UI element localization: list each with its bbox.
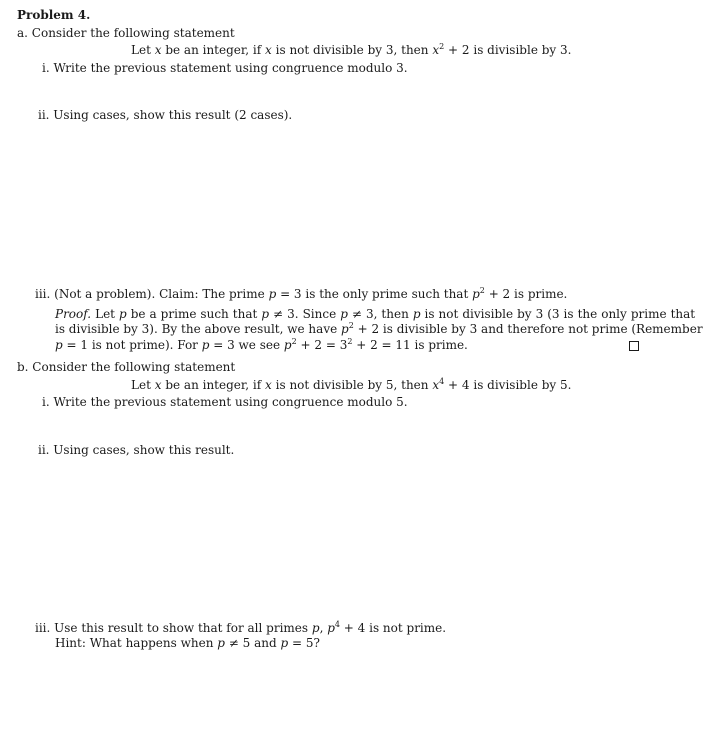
part-a-item-iii: iii. (Not a problem). Claim: The prime p = 3 is the only prime such that $p^2 + 2$ is prime.	[35, 286, 568, 301]
proof-line-2: is divisible by 3). By the above result, we have $p^2 + 2$ is divisible by 3 and therefore not prime (Remember	[55, 321, 703, 336]
problem-title: Problem 4.	[17, 8, 91, 22]
part-b-item-ii: ii. Using cases, show this result.	[38, 443, 235, 457]
part-b-item-iii: iii. Use this result to show that for all primes p, $p^4 + 4$ is not prime.	[35, 620, 447, 635]
part-b-intro: b. Consider the following statement	[17, 360, 236, 374]
part-a-statement: Let x be an integer, if x is not divisible by 3, then $x^2 + 2$ is divisible by 3.	[131, 42, 572, 57]
part-a-item-ii: ii. Using cases, show this result (2 cases).	[38, 108, 293, 122]
proof-line-1: Proof. Let p be a prime such that p ≠ 3. Since p ≠ 3, then p is not divisible by 3 (3 is the only prime that	[55, 307, 696, 321]
part-b-hint: Hint: What happens when p ≠ 5 and p = 5?	[55, 636, 320, 650]
qed-square-icon	[629, 341, 639, 351]
part-a-intro: a. Consider the following statement	[17, 26, 235, 40]
proof-line-3: p = 1 is not prime). For p = 3 we see $p^2 + 2 = 3^2 + 2 = 11$ is prime.	[55, 337, 468, 352]
part-b-item-i: i. Write the previous statement using congruence modulo 5.	[42, 395, 408, 409]
part-a-item-i: i. Write the previous statement using congruence modulo 3.	[42, 61, 408, 75]
part-b-statement: Let x be an integer, if x is not divisible by 5, then $x^4 + 4$ is divisible by 5.	[131, 377, 572, 392]
